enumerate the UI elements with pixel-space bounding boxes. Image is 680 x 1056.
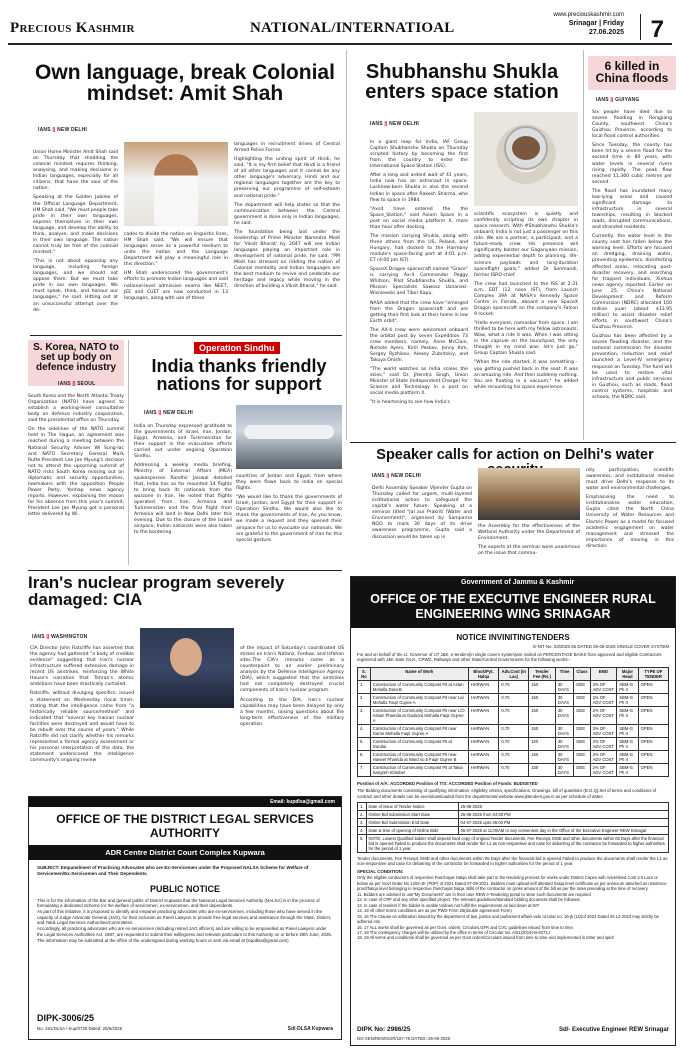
story1-byline-place: NEW DELHI xyxy=(57,127,87,133)
table-cell: DEE xyxy=(574,706,590,724)
tender-special-item: 13. In case of tenders if the bidder is unable to/does not fulfill the requirements as laid down at NIT xyxy=(357,902,540,908)
story1-col3 xyxy=(234,142,340,293)
story4-col1 xyxy=(28,394,124,521)
story5-col2 xyxy=(236,474,342,547)
story5-byline-place: NEW DELHI xyxy=(163,410,193,416)
table-row xyxy=(358,680,669,693)
story3-col1-p: Currently, the water level in the county seat has fallen below the warning level. Efforts are focused on dredging, draining water, preventing epidemics, disinfecting affected areas, relocating post-disaster recovery, and searching for trapped individuals, Xinhua news agency reported. Earlier on June 25, China's National Development and Reform Commission (NDRC) allocated 100 million yuan (about $13.95 million) to assist disaster relief efforts in southwest China's Guizhou Province. xyxy=(592,234,672,331)
table-cell: 30 DAYS xyxy=(555,763,574,776)
table-cell: 30 DAYS xyxy=(555,724,574,737)
tender-dipk: DIPK No: 2986/25 xyxy=(357,1026,411,1033)
table-cell: 30 DAYS xyxy=(555,737,574,750)
story2-col1-p: SpaceX Dragon spacecraft named "Grace" is carrying Ax-4 Commander Peggy Whitson, Pilot Shubhanshu Shukla, and Mission Specialists Sawosz Uznanski-Wisniewski and Tibor Kapu. xyxy=(370,267,468,297)
schedule-row xyxy=(358,834,669,852)
table-cell: 150 xyxy=(529,737,556,750)
story3-col1-p: Six people have died due to severe flooding in Rongjiang County, southwest China's Guizhou Province, according to local flood control authorities. xyxy=(592,110,672,140)
story2-col1-p: NASA added that the crew have "emerged from the Dragon spacecraft and are getting their first look at their home in low Earth orbit". xyxy=(370,300,468,324)
story2-col1-p: The AX-4 crew were welcomed onboard the orbital post by seven Expedition 73 crew members, namely, Anne McClain, Nichole Ayers, Kirill Peskov, Jonny Kim, Sergey Ryzhikov, Alexey Zubritskiy, and Takuya Onishi. xyxy=(370,327,468,364)
tender-table-wrap xyxy=(351,665,675,779)
story6-byline-source: IANS xyxy=(372,473,385,479)
table-cell: Construction of Community Compost Pit near L/O Aslam Phamda at Gadoora Mohalla Faqir Gujree A xyxy=(370,706,468,724)
story5-col2-p: countries of Jordan and Egypt, from where they were flown back to India on special flights. xyxy=(236,474,342,492)
story3-col1-p: Since Tuesday, the county has been hit by a severe flood for the second time in 80 years, with water levels in several rivers rising rapidly. The peak flow reached 11,360 cubic metres per second. xyxy=(592,143,672,185)
amit-shah-photo xyxy=(124,142,228,226)
story2-col1 xyxy=(370,140,468,410)
legal-notice-body xyxy=(29,898,341,944)
story2-col1-p: After a long and ardent wait of 41 years, India now has an astronaut in space. Lucknow-born Shukla is also the second Indian in space after Rakesh Sharma, who flew to space in 1984. xyxy=(370,173,468,203)
table-cell: 4. xyxy=(358,724,371,737)
story1-col3-p: languages in recruitment drives of Central Armed Police Forces. xyxy=(234,142,340,154)
table-cell: 2% OF ADV COST xyxy=(590,693,617,706)
table-cell: 0.70 xyxy=(499,737,529,750)
tender-table-header xyxy=(358,667,669,680)
tender-schedule xyxy=(357,802,669,853)
table-row xyxy=(358,750,669,763)
tender-special-title: SPECIAL CONDITION: xyxy=(357,868,404,874)
table-cell: OPEN xyxy=(638,680,668,693)
table-cell: 6. xyxy=(358,750,371,763)
table-cell: 2% OF ADV COST xyxy=(590,724,617,737)
tender-col-header: EMD xyxy=(590,667,617,680)
evacuation-photo xyxy=(236,405,342,469)
story5-headline: India thanks friendly nations for support xyxy=(151,356,327,395)
schedule-row xyxy=(358,810,669,818)
photo-face xyxy=(170,638,202,676)
story7-byline-source: IANS xyxy=(32,634,45,640)
photo-figure xyxy=(154,154,198,226)
table-cell: OPEN xyxy=(638,724,668,737)
table-cell: 150 xyxy=(529,693,556,706)
story4-byline: IANS || SEOUL xyxy=(58,381,96,387)
story3-byline-source: IANS xyxy=(596,97,609,103)
legal-notice-para: As part of this initiative, it is proposed to identify and empanel practicing advocates who are ex-servicemen, including those who have served in the capacity of Judge Advocate General (JAG), for their inclusion as Panel Lawyers to provide free legal services and assistance through the State, District, and Taluk Legal Services Authorities/Committees. xyxy=(37,908,332,926)
story7-col2 xyxy=(240,646,344,731)
table-cell: HARWAN xyxy=(468,706,499,724)
speaker-photo xyxy=(478,468,580,520)
tender-col-header: S. No xyxy=(358,667,371,680)
col-divider xyxy=(346,50,347,440)
table-cell: 5. xyxy=(358,737,371,750)
story4-byline-source: IANS xyxy=(58,381,71,387)
table-cell: OPEN xyxy=(638,737,668,750)
tender-schedule-body xyxy=(358,802,669,852)
schedule-cell: Online Bid submission Start Date xyxy=(366,810,458,818)
rule xyxy=(350,442,676,443)
schedule-row xyxy=(358,802,669,810)
table-cell: SBM-G Ph II xyxy=(617,763,638,776)
photo-visor xyxy=(512,136,540,160)
tender-schedule-wrap xyxy=(351,800,675,855)
legal-notice-office: OFFICE OF THE DISTRICT LEGAL SERVICES AUTHORITY xyxy=(56,812,314,840)
masthead-divider xyxy=(640,14,641,40)
table-cell: 0.70 xyxy=(499,693,529,706)
story6-col3-p: Emphasising the need to institutionalise water education, Gupta cited the North China University of Water Resources and Electric Power as a model for focused academic engagement on water management and stressed the importance of moving in this direction. xyxy=(586,495,674,549)
story5-kicker: Operation Sindhu xyxy=(194,342,280,354)
table-row xyxy=(358,706,669,724)
table-cell: 0.70 xyxy=(499,724,529,737)
table-cell: 2% OF ADV COST xyxy=(590,750,617,763)
story2-col2-p: "When the ride started, it was something - you getting pushed back in the seat. It was an amazing ride. And then suddenly nothing. You are floating in a vacuum," he added while recounting his space experience. xyxy=(474,360,578,390)
story7-col1-p: CIA Director John Ratcliffe has asserted that the agency had gathered "a body of credible evidence" suggesting that Iran's nuclear infrastructure suffered extensive damage in recent US airstrikes, reinforcing the White House's narrative that Tehran's atomic ambitions have been drastically curtailed. xyxy=(30,646,134,688)
story5-col1-p: India on Thursday expressed gratitude to the governments of Israel, Iran, Jordan, Egypt, Armenia, and Turkmenistan for their support in the evacuation efforts carried out under ongoing Operation Sindhu. xyxy=(134,424,232,460)
legal-notice-title: PUBLIC NOTICE xyxy=(149,883,220,894)
table-cell: DEE xyxy=(574,737,590,750)
table-cell: DEE xyxy=(574,693,590,706)
story1-col1-p: "This is not about opposing any language, including foreign languages, and we should not oppose them. But we must take pride in our own languages. We must speak, think, and honour our languages," he said. Hitting out at an unsuccessful attempt over the de- xyxy=(33,259,118,313)
story4-col1-p: South Korea and the North Atlantic Treaty Organization (NATO) have agreed to establish a working-level consultative body on defence industry cooperation, said the presidential office on Thursday. xyxy=(28,394,124,424)
story5-col1-p: Addressing a weekly media briefing, Ministry of External Affairs (MEA) spokesperson Randhir Jaiswal detailed that, India has so far mounted 14 flights to bring back its nationals from the warzone in Iran. He noted that flights operated from Iran, Armenia and Turkmenistan and the final flight from Armenia will land in New Delhi later this evening. Due to the closure of the Israeli airspace, Indian nationals were also taken to the bordering xyxy=(134,463,232,536)
schedule-cell: 2. xyxy=(358,810,367,818)
story2-col2-p: The crew had launched to the ISS at 2:31 a.m. EDT (12 noon IST), from Launch Complex 39A at NASA's Kennedy Space Centre in Florida, aboard a new SpaceX Dragon spacecraft on the company's Falcon 9 rocket. xyxy=(474,281,578,317)
story6-col3 xyxy=(586,468,674,553)
schedule-cell: 5. xyxy=(358,834,367,852)
table-cell: Construction of Community Compost Pit at Takia Sangreh Khimber xyxy=(370,763,468,776)
story6-headline: Speaker calls for action on Delhi's water xyxy=(376,447,654,463)
table-cell: SBM-G Ph II xyxy=(617,680,638,693)
col-divider xyxy=(128,340,129,565)
story6-byline: IANS || NEW DELHI xyxy=(372,473,421,479)
issue-date: 27.06.2025 xyxy=(588,29,624,36)
table-cell: 7. xyxy=(358,763,371,776)
story1-col1-p: Speaking at the Golden Jubilee of the Official Language Department, HM Shah said, "We must people take pride in their own languages, express themselves in their own language, and develop the ability to think, analyse, and make decisions in their own language. The nation cannot truly be free of the colonial mindset." xyxy=(33,195,118,255)
story1-col1 xyxy=(33,150,118,317)
schedule-cell: 04-07-2025 upto 06:00 PM xyxy=(458,818,668,826)
schedule-cell: NOTE: Lowest Qualified bidder shall deposit hard copy of original Tender documents, Fee Receipt, EMD and other documents within 05 Days after the financial bid is opened Failed to produce the documents shall render the L1 as non-responsive and case for debarring of the contractor be forwarded to higher authorities for the period of 1 year. xyxy=(366,834,669,852)
table-cell: Construction of Community Compost Pit at Astan Mohalla Dara-B xyxy=(370,680,468,693)
story7-col2-p: According to the DIA, Iran's nuclear capabilities may have been delayed by only a few months, raising questions about the long-term effectiveness of the military operation. xyxy=(240,697,344,727)
legal-notice-address: ADR Centre District Court Complex Kupwara xyxy=(29,845,341,860)
story2-byline-place: NEW DELHI xyxy=(389,121,419,127)
table-cell: 150 xyxy=(529,680,556,693)
story4-byline-place: SEOUL xyxy=(77,381,96,387)
story1-col2-p: HM Shah underscored the government's efforts to promote Indian languages and said national-level admission exams like NEET, JEE and CUET are now conducted in 13 languages, along with use of these xyxy=(124,271,228,301)
tender-col-header: Tender Fee (Rs.) xyxy=(529,667,556,680)
story3-byline: IANS || GUIYANG xyxy=(596,97,640,103)
schedule-cell: 05-07-2025 at 11:00AM or any convenient day in the Office of the Executive Engineer REW Srinagar xyxy=(458,826,668,834)
tender-bidding: The Bidding documents consisting of qualifying information, eligibility criteria, specifications, Drawings, bill of quantities (B.O.Q),Set of terms and conditions of contract and other details can be seen/downloaded from the departmental website www.jktenders.gov.in as per schedule of dates. xyxy=(357,788,657,800)
table-cell: 150 xyxy=(529,724,556,737)
legal-notice-email[interactable]: Email: kupdlsa@gmail.com xyxy=(29,797,341,807)
legal-notice xyxy=(28,796,342,1040)
rule xyxy=(30,335,342,336)
legal-notice-signature: Sd/-DLSA Kupwara xyxy=(287,1025,333,1032)
story2-col1-p: In a giant leap for India, IAF Group Captain Shubhanshu Shukla on Thursday scripted history by becoming the first from the country to enter the International Space Station (ISS). xyxy=(370,140,468,170)
schedule-cell: 4. xyxy=(358,826,367,834)
tender-col-header: Major Head xyxy=(617,667,638,680)
story5-byline: IANS || NEW DELHI xyxy=(144,410,193,416)
masthead xyxy=(0,0,680,44)
tender-title: NOTICE INVINITINGTENDERS xyxy=(456,633,570,642)
tender-notice xyxy=(350,576,676,1046)
table-cell: 2% OF ADV COST xyxy=(590,763,617,776)
story7-col1 xyxy=(30,646,134,767)
table-cell: Construction of Community Compost Pit near Haneef Phamda at Ward no.5 Faqir Gujree B xyxy=(370,750,468,763)
story2-col2-p: scientific ecosystem is quietly and confidently scripting its own chapter in space research. With #Shubhanshu Shukla's onboard, India is not just a passenger on this ride. We are a partner, a participant, and a future-ready crew. His presence will significantly bolster our Gaganyaan mission, adding experiential depth to planning, life-science payloads and long-duration spaceflight goals," added Dr Sonmandi, former ISRO chief. xyxy=(474,212,578,278)
table-cell: DEE xyxy=(574,680,590,693)
page-number: 7 xyxy=(650,16,664,43)
story6-byline-place: NEW DELHI xyxy=(391,473,421,479)
table-cell: SBM-G Ph II xyxy=(617,706,638,724)
table-row xyxy=(358,693,669,706)
tender-col-header: Name of Work xyxy=(370,667,468,680)
schedule-cell: 25-06-2025 from 04:00 PM xyxy=(458,810,668,818)
astronaut-photo xyxy=(474,112,578,206)
place-day: Srinagar | Friday xyxy=(568,20,624,27)
story6-col2-p: the Assembly for the effectiveness of the Wetland Authority under the Department of Environment. xyxy=(478,524,580,542)
story6-col2 xyxy=(478,524,580,560)
tender-col-header: Block/Pyt. Halqa xyxy=(468,667,499,680)
table-row xyxy=(358,763,669,776)
tender-col-header: Time xyxy=(555,667,574,680)
schedule-cell: 1. xyxy=(358,802,367,810)
table-cell: HARWAN xyxy=(468,750,499,763)
col-divider xyxy=(583,50,584,440)
story2-col2 xyxy=(474,212,578,394)
tender-special-item: 18. 19 All terms and conditions shall be governed as per Govt orders/Circulars issued from time to time and implemented in letter and spirit xyxy=(357,935,614,941)
story2-byline: IANS || NEW DELHI xyxy=(370,121,419,127)
story7-col1-p: Ratcliffe, without divulging specifics, issued a statement on Wednesday (local time), stating that the intelligence came from "a historically reliable source/method" and indicated that "several key Iranian nuclear facilities were destroyed and would have to be rebuilt over the course of years." While Ratcliffe did not clarify whether his remarks represented a formal agency assessment or his personal interpretation of the data, the statement underscored the intelligence community's ongoing review xyxy=(30,691,134,764)
table-cell: 30 DAYS xyxy=(555,706,574,724)
schedule-cell: 25-06-2025 xyxy=(458,802,668,810)
story3-byline-place: GUIYANG xyxy=(615,97,640,103)
story7-headline: Iran's nuclear program severely damaged: CIA xyxy=(28,573,285,610)
table-cell: 3. xyxy=(358,706,371,724)
paper-name: Precious Kashmir xyxy=(10,20,135,36)
tender-nit: E-NIT No: 03/2025-26 DATED 25-06-2025 SINGLE COVER SYSTEM xyxy=(533,644,669,649)
tender-ref: NO-XEN/REW/SGR/187-76 DATED:-25-06-2025 xyxy=(357,1036,451,1042)
story6-col1 xyxy=(372,486,472,544)
story2-col1-p: "The world watches as India scales the skies," said Dr. Jitendra Singh, Union Minister of State (Independent Charge) for Science and Technology in a post on social media platform X. xyxy=(370,367,468,397)
table-cell: 1. xyxy=(358,680,371,693)
story2-col2-p: "Hello everyone, namaskar from space. I am thrilled to be here with my fellow astronauts. Wow, what a ride it was. When I was sitting in the capsule on the launchpad, the only thought in my mind was: let's just go," Group Captain Shukla said. xyxy=(474,321,578,357)
story2-col1-p: "It is heartening to see how India's xyxy=(370,400,450,406)
schedule-cell: Date of issue of Tender Notice xyxy=(366,802,458,810)
story5-byline-source: IANS xyxy=(144,410,157,416)
table-cell: 0.70 xyxy=(499,680,529,693)
tender-col-header: TYPE OF TENDER xyxy=(638,667,668,680)
story7-byline-place: WASHINGTON xyxy=(51,634,88,640)
table-cell: HARWAN xyxy=(468,763,499,776)
story3-headline: 6 killed in China floods xyxy=(595,59,669,86)
story2-col1-p: "Axs4 have entered the the Space_Station," said Axiom Space in a post on social media platform X, more than hour after docking. xyxy=(370,206,468,230)
story1-col1-p: Union Home Minister Amit Shah said on Thursday that shedding the colonial mindset requires thinking, analysing, and making decisions in Indian languages, especially for all citizens, that have the soul of the nation. xyxy=(33,150,118,192)
schedule-cell: Date & time of opening of Online Bids xyxy=(366,826,458,834)
tender-special-item: 15. 16 The Clause on arbitration issued by the department of law, justice and parliament affairs vide circular no: 16-jk (LD)of 2023 Dated 26 12-2023 may strictly be adhered into xyxy=(357,913,659,925)
table-cell: OPEN xyxy=(638,706,668,724)
table-row xyxy=(358,737,669,750)
tender-special-item: 14. 18 All other terms conditions are as per PWD Form 25(double agreement Form) xyxy=(357,908,512,914)
table-cell: 30 DAYS xyxy=(555,693,574,706)
story1-col3-p: Highlighting the uniting spirit of Hindi, he said, "It is my firm belief that Hindi is a friend of all other languages and it cannot be any other language's adversary. Hindi and our regional languages together are the key to preserving our programme of self-esteem and national pride." xyxy=(234,157,340,199)
tender-office: OFFICE OF THE EXECUTIVE ENGINEER RURAL ENGINEERING WING SRINAGAR xyxy=(351,588,675,628)
story1-col3-p: The department will help states so that the communication between the Central government is done only in Indian languages, he said. xyxy=(234,202,340,226)
table-cell: DEE xyxy=(574,750,590,763)
story5-col2-p: "We would like to thank the governments of Israel, Jordan, and Egypt for their support in Operation Sindhu. We would also like to thank the governments of Iran, As you know, we made a request and they opened their airspace for us to evacuate our nationals. We are grateful to the government of Iran for this special gesture. xyxy=(236,495,342,543)
tender-col-header: Adv.Cost (In Lac) xyxy=(499,667,529,680)
photo-aircraft xyxy=(244,425,334,439)
table-cell: SBM-G Ph II xyxy=(617,693,638,706)
table-cell: SBM-G Ph II xyxy=(617,750,638,763)
story1-byline: IANS || NEW DELHI xyxy=(38,127,87,133)
table-cell: 0.70 xyxy=(499,750,529,763)
table-cell: 2% OF ADV COST xyxy=(590,706,617,724)
schedule-row xyxy=(358,826,669,834)
table-cell: SBM-G Ph II xyxy=(617,724,638,737)
tender-special-item: 11. Bidders are advised to use"My Documents" are in their user REW e-Tendering portal to store such documents are required xyxy=(357,891,591,897)
table-cell: 150 xyxy=(529,750,556,763)
table-cell: 0.70 xyxy=(499,763,529,776)
legal-notice-para: Accordingly, all practicing advocates who are ex-servicemen (including retired JAG officers) and are willing to be empanelled as Panel Lawyers under the Legal Services Authorities Act, 1987, are requested to submit their willingness and relevant particulars to this Authority on or before 29th June, 2025. xyxy=(37,926,333,937)
masthead-rule xyxy=(8,43,672,45)
legal-notice-subject: SUBJECT: Empanelment of Practicing Advocates who are Ex-Servicemen under the Proposed NALSA Scheme for Welfare of Servicemen/Ex-Servicemen and Their Dependents. xyxy=(37,864,309,876)
table-cell: OPEN xyxy=(638,693,668,706)
tender-col-header: Class xyxy=(574,667,590,680)
table-cell: DEE xyxy=(574,763,590,776)
legal-notice-ref: No. 191/DLSA / Kup/0725 Dated: 25/6/2025 xyxy=(37,1026,123,1032)
story6-col2-p: The experts at the seminar were unanimous on the issue that commu- xyxy=(478,545,580,557)
table-cell: DEE xyxy=(574,724,590,737)
story4-col1-p: On the sidelines of the NATO summit held in The Hague, an agreement was reached during a meeting between the National Security Adviser Wi Sung-lac and NATO Secretary General Mark Rutte.President Lee Jae Myung's decision not to attend the upcoming summit of NATO risks South Korea missing out on diplomatic and security opportunities, lawmakers with the opposition People Power Party, Yonhap news agency reports. However, explaining the reason for his absence from this year's summit, President Lee Jae Myung got a personal letter delivered by Wi. xyxy=(28,427,124,518)
table-cell: HARWAN xyxy=(468,737,499,750)
tender-special-item: 12. In case of CRF and any other specified project. The relevant guidelines/standard bidding document shall be followed. xyxy=(357,897,581,903)
table-cell: HARWAN xyxy=(468,680,499,693)
tender-special-item: Only the eligible contractors of respective Panchayat Halqa shall take part in the tendering process for works under District Capex with Advertised Cost 3.0 Lacs or below as per Govt Order No 1202-JK (PDP) of 2021 Dated 07-09-2021. Bidders must upload self attested halqa level certificate as per annexure attached as residence proof/halqa level belonging in respective Panchayat halqa. Bills of the contractor on gross amount of the bill as per the rates prevailing at the time of recovery. xyxy=(357,875,667,892)
table-cell: 2% OF ADV COST xyxy=(590,737,617,750)
table-cell: Construction of Community Compost Pit at Gandai xyxy=(370,737,468,750)
table-cell: OPEN xyxy=(638,750,668,763)
tender-table xyxy=(357,667,669,777)
table-cell: 30 DAYS xyxy=(555,750,574,763)
table-cell: Construction of Community Compost Pit near Lal Mohalla Faqir Gujree A xyxy=(370,693,468,706)
story1-headline: Own language, break Colonial mindset: Amit Shah xyxy=(35,61,335,106)
story3-col1 xyxy=(592,110,672,404)
table-cell: 150 xyxy=(529,763,556,776)
tender-intro: For and on behalf of the Lt. Governor of UT J&K, e-tenders(in single covers system)are invited on PERCENTAGE BASIS from approved and eligible Contractors registered with J&K state Govt., CPWD, Railways and other State/Central Governments for the following works:- xyxy=(357,651,662,663)
table-cell: HARWAN xyxy=(468,724,499,737)
legal-notice-para: This is for the information of the Bar and general public of District Kupwara that the National Legal Services Authority (NALSA) is in the process of formulating a dedicated Scheme for the welfare of servicemen, ex-servicemen, and their dependents. xyxy=(37,897,320,909)
table-cell: OPEN xyxy=(638,763,668,776)
legal-notice-dipk: DIPK-3006/25 xyxy=(37,1013,95,1023)
table-cell: 0.70 xyxy=(499,706,529,724)
legal-notice-para: The information may be submitted at the office of the undersigned during working hours or sent via email at (kupdlsa@gmail.com) xyxy=(37,937,289,943)
schedule-row xyxy=(358,818,669,826)
schedule-cell: Online Bid Submission End Date xyxy=(366,818,458,826)
story3-col1-p: The flood has inundated many low-lying areas and caused significant damage to infrastructure in several townships, resulting in blocked roads, disrupted communications, and stranded residents. xyxy=(592,188,672,231)
tender-special-item: 16. 17 ALL works shall be governed as per Govt. orders, Circulars,GFR and CVC guidelines issued from time to time. xyxy=(357,924,574,930)
story4-headline: S. Korea, NATO to set up body on defence industry xyxy=(33,342,119,374)
table-row xyxy=(358,724,669,737)
story1-byline-source: IANS xyxy=(38,127,51,133)
story2-col1-p: The mission carrying Shukla, along with three others from the US, Poland, and Hungary, had docked to the Harmony module's space-facing port at 4:01 p.m. ET (4:00 pm IST). xyxy=(370,233,468,264)
tender-docs: Tender documents, Fee Receipt, EMD and other documents within 05 Days after the financial bid is opened Failed to produce the documents shall render the L1 as non-responsive and case for debarring of the contractor be forwarded to higher authorities for the period of 1 year. xyxy=(357,855,668,867)
table-cell: 2. xyxy=(358,693,371,706)
story1-col2-p: cades to divide the nation on linguistic lines, HM Shah said, "We will ensure that languages serve as a powerful medium to unite the nation and the Language Department will play a meaningful role in this direction." xyxy=(124,232,228,268)
story1-col3-p: The foundation being laid under the leadership of Prime Minister Narendra Modi for 'Viksit Bharat' by 2047 will see Indian languages playing an important role in development of national pride, he said. "PM Modi has stressed on ridding the nation of Colonial mentality and Indian languages are the best medium to revive and celebrate our heritage and legacy while moving in the direction of building a Viksit Bharat," he said. xyxy=(234,229,340,290)
cia-director-photo xyxy=(140,628,234,708)
story3-col1-p: Guizhou has been affected by a severe flooding disaster, and the national commission for disaster prevention, reduction and relief launched a Level-IV emergency response on Tuesday. The fund will be used to restore vital infrastructure and public services in Guizhou, such as roads, flood control systems, hospitals and schools, the NDRC said. xyxy=(592,334,672,400)
table-cell: 30 DAYS xyxy=(555,680,574,693)
story6-col3-p: nity participation, scientific awareness, and institutional resolve must drive Delhi's response to its water and environmental challenges. xyxy=(586,468,674,492)
section-title: NATIONAL/INTERNATIOAL xyxy=(250,20,455,36)
table-cell: SBM-G Ph II xyxy=(617,737,638,750)
story2-byline-source: IANS xyxy=(370,121,383,127)
tender-table-body xyxy=(358,680,669,776)
table-cell: Construction of Community Compost Pit near Game Mohalla Faqir Gujree A xyxy=(370,724,468,737)
tender-special-item: 17. 18 The contingency charges will be utilized by the office in terms of Circular No. A/51(2016)-B-9271J xyxy=(357,930,550,936)
story1-col2 xyxy=(124,232,228,305)
table-cell: 150 xyxy=(529,706,556,724)
tender-signature: Sd/- Executive Engineer REW Srinagar xyxy=(558,1027,669,1033)
site-url[interactable]: www.preciouskashmir.com xyxy=(553,12,624,18)
schedule-cell: 3. xyxy=(358,818,367,826)
story7-col2-p: of the impact of Saturday's coordinated US strikes on Iran's Natanz, Fordow, and Isfahan sites.The CIA's remarks came as a counterpoint to an earlier preliminary analysis by the Defense Intelligence Agency (DIA), which suggested that the airstrikes had not completely destroyed crucial components of Iran's nuclear program. xyxy=(240,646,344,694)
rule xyxy=(28,570,342,571)
story7-byline: IANS || WASHINGTON xyxy=(32,634,88,640)
story6-col1-p: Delhi Assembly Speaker Vijender Gupta on Thursday called for urgent, multi-layered institutional action to safeguard the capital's water future. Speaking at a seminar titled "Jal aur Prakriti (Water and Environment)", organised by Samparna NGO to mark 30 days of its drive awareness programme, Gupta said a discussion would be taken up in xyxy=(372,486,472,540)
table-cell: 2% OF ADV COST xyxy=(590,680,617,693)
tender-position: Position of A/A: ACCORDED Position of T/S: ACCORDED Position of Funds: BUDGETED xyxy=(357,780,538,786)
tender-gov: Government of Jammu & Kashmir xyxy=(351,577,675,588)
table-cell: HARWAN xyxy=(468,693,499,706)
story5-col1 xyxy=(134,424,232,539)
story2-headline: Shubhanshu Shukla enters space station xyxy=(365,61,559,104)
tender-special-list xyxy=(351,875,675,940)
